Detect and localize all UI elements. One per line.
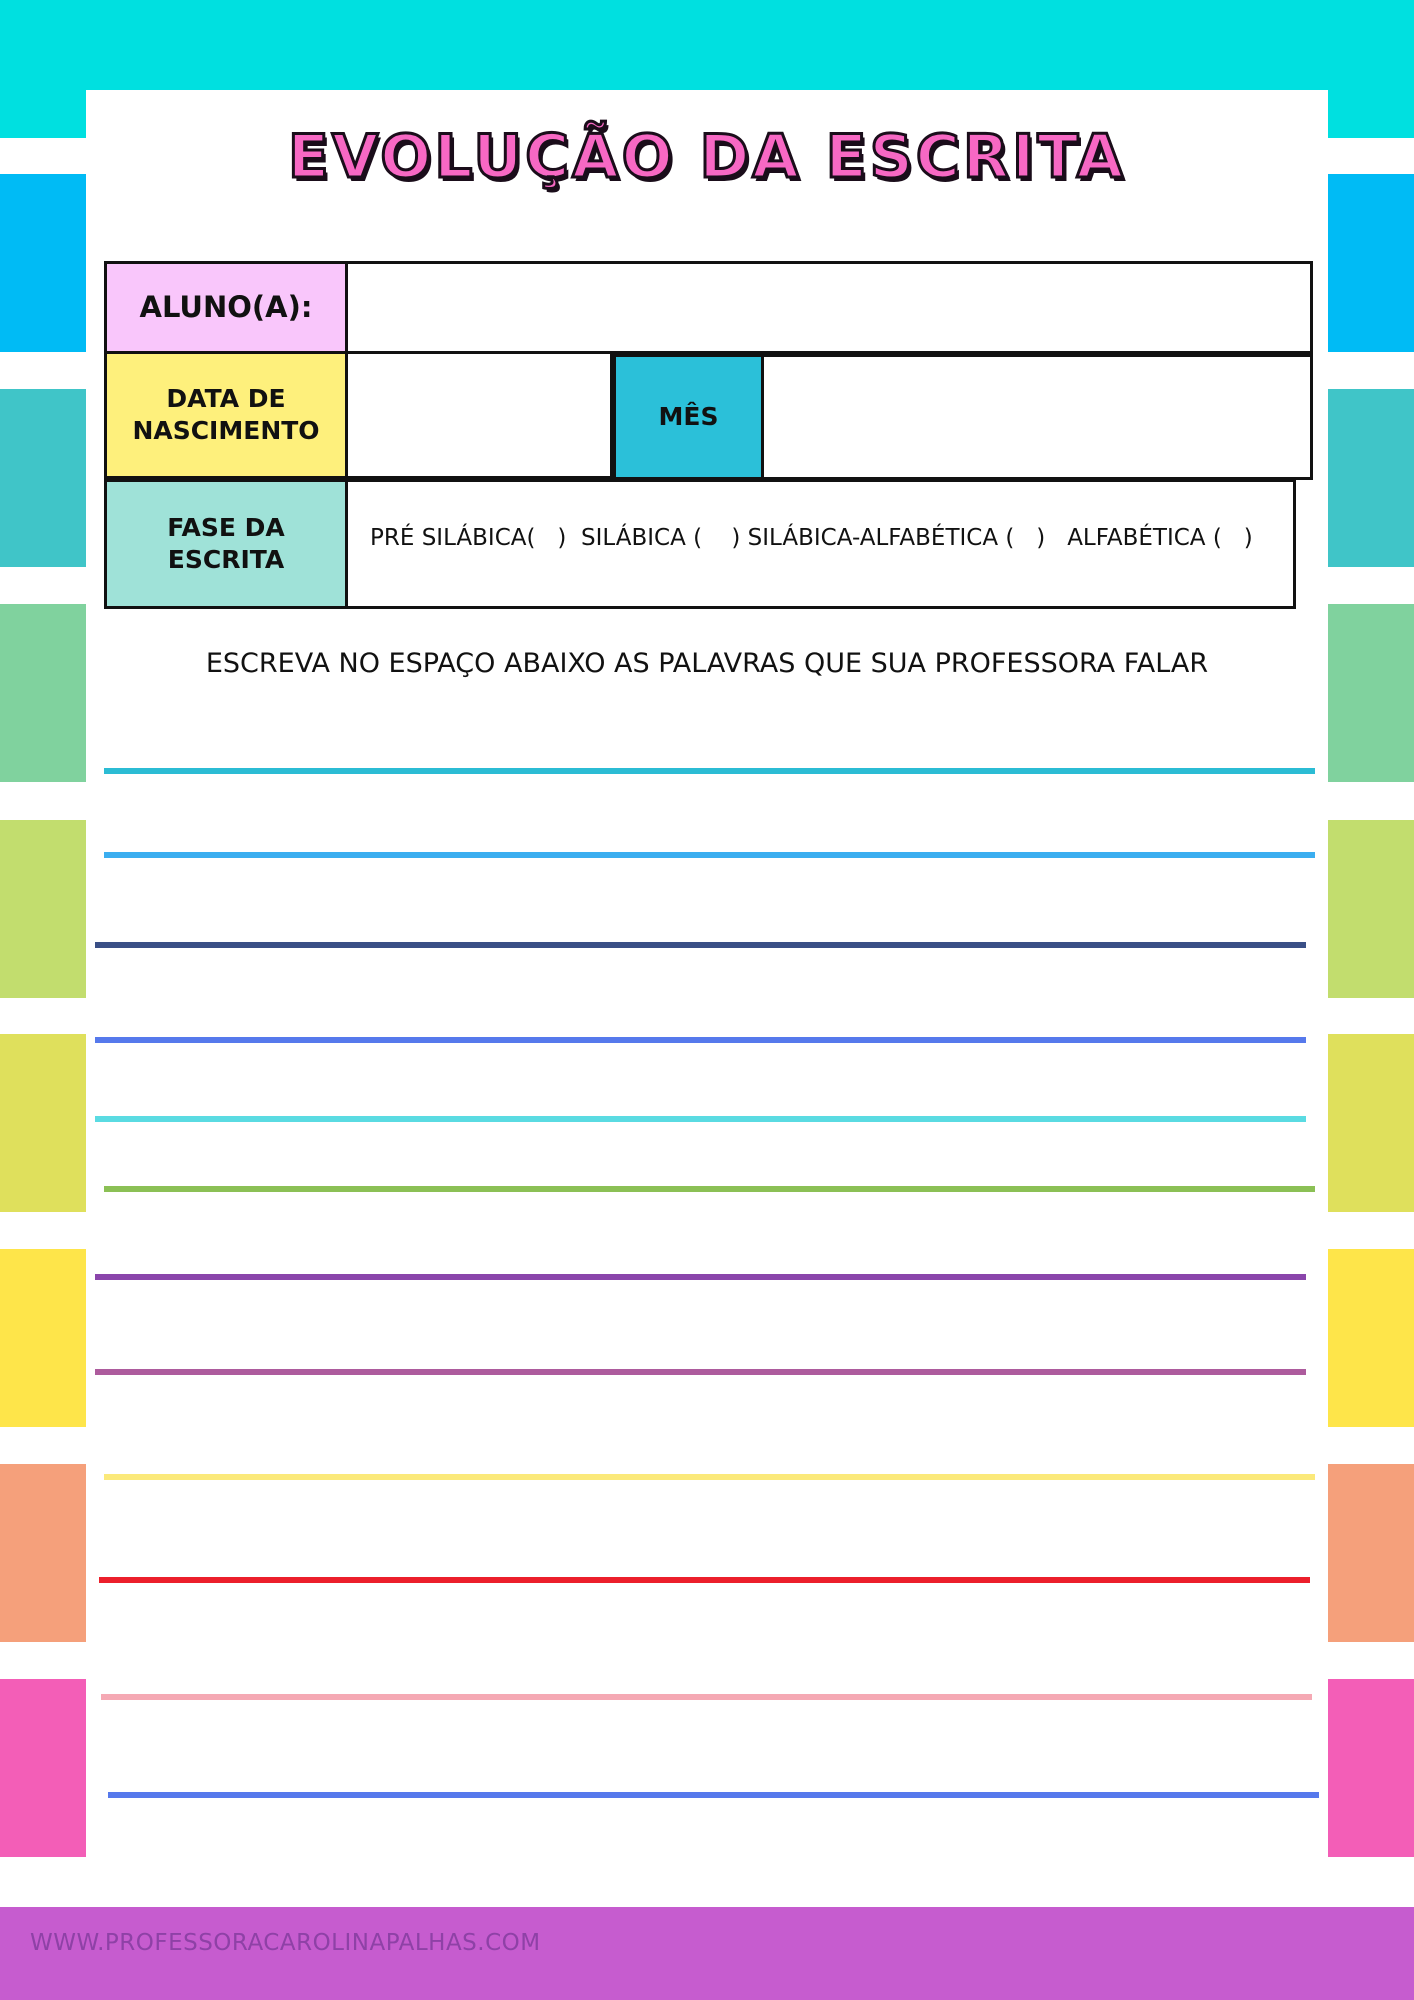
page-title: EVOLUÇÃO DA ESCRITA <box>287 122 1127 192</box>
month-label <box>613 354 764 480</box>
left-color-block <box>0 389 86 567</box>
left-color-block <box>0 1249 86 1427</box>
writing-phase-label <box>104 479 348 609</box>
right-color-block <box>1328 1034 1414 1212</box>
writing-line[interactable] <box>95 1274 1306 1280</box>
month-field[interactable] <box>761 354 1313 480</box>
left-color-block <box>0 1679 86 1857</box>
writing-phase-label-line1: FASE DA <box>167 512 285 542</box>
left-color-block <box>0 604 86 782</box>
right-color-block <box>1328 1464 1414 1642</box>
birth-date-label-line1: DATA DE <box>166 383 286 413</box>
student-name-field[interactable] <box>345 261 1313 354</box>
writing-line[interactable] <box>95 942 1306 948</box>
birth-date-label-line2: NASCIMENTO <box>132 416 320 445</box>
left-color-block <box>0 1034 86 1212</box>
left-color-block <box>0 1464 86 1642</box>
student-name-label <box>104 261 348 354</box>
writing-phase-label-line2: ESCRITA <box>167 545 285 574</box>
birth-date-field[interactable] <box>345 351 613 479</box>
left-color-block <box>0 820 86 998</box>
footer-website: WWW.PROFESSORACAROLINAPALHAS.COM <box>30 1930 541 1956</box>
student-name-label-text: ALUNO(A): <box>139 289 313 324</box>
right-color-block <box>1328 1679 1414 1857</box>
month-label-text: MÊS <box>658 401 719 431</box>
left-color-block <box>0 174 86 352</box>
writing-line[interactable] <box>104 768 1315 774</box>
writing-line[interactable] <box>104 1474 1315 1480</box>
right-color-block <box>1328 1249 1414 1427</box>
writing-line[interactable] <box>95 1369 1306 1375</box>
writing-phase-options[interactable]: PRÉ SILÁBICA( ) SILÁBICA ( ) SILÁBICA-ALFABÉTICA ( ) ALFABÉTICA ( ) <box>370 525 1253 551</box>
writing-line[interactable] <box>104 852 1315 858</box>
writing-line[interactable] <box>104 1186 1315 1192</box>
right-color-block <box>1328 604 1414 782</box>
right-color-block <box>1328 820 1414 998</box>
right-color-block <box>1328 389 1414 567</box>
writing-line[interactable] <box>95 1037 1306 1043</box>
writing-line[interactable] <box>101 1694 1312 1700</box>
writing-line[interactable] <box>108 1792 1319 1798</box>
birth-date-label <box>104 351 348 479</box>
writing-line[interactable] <box>99 1577 1310 1583</box>
right-color-block <box>1328 174 1414 352</box>
writing-line[interactable] <box>95 1116 1306 1122</box>
instruction-text: ESCREVA NO ESPAÇO ABAIXO AS PALAVRAS QUE SUA PROFESSORA FALAR <box>205 648 1209 679</box>
